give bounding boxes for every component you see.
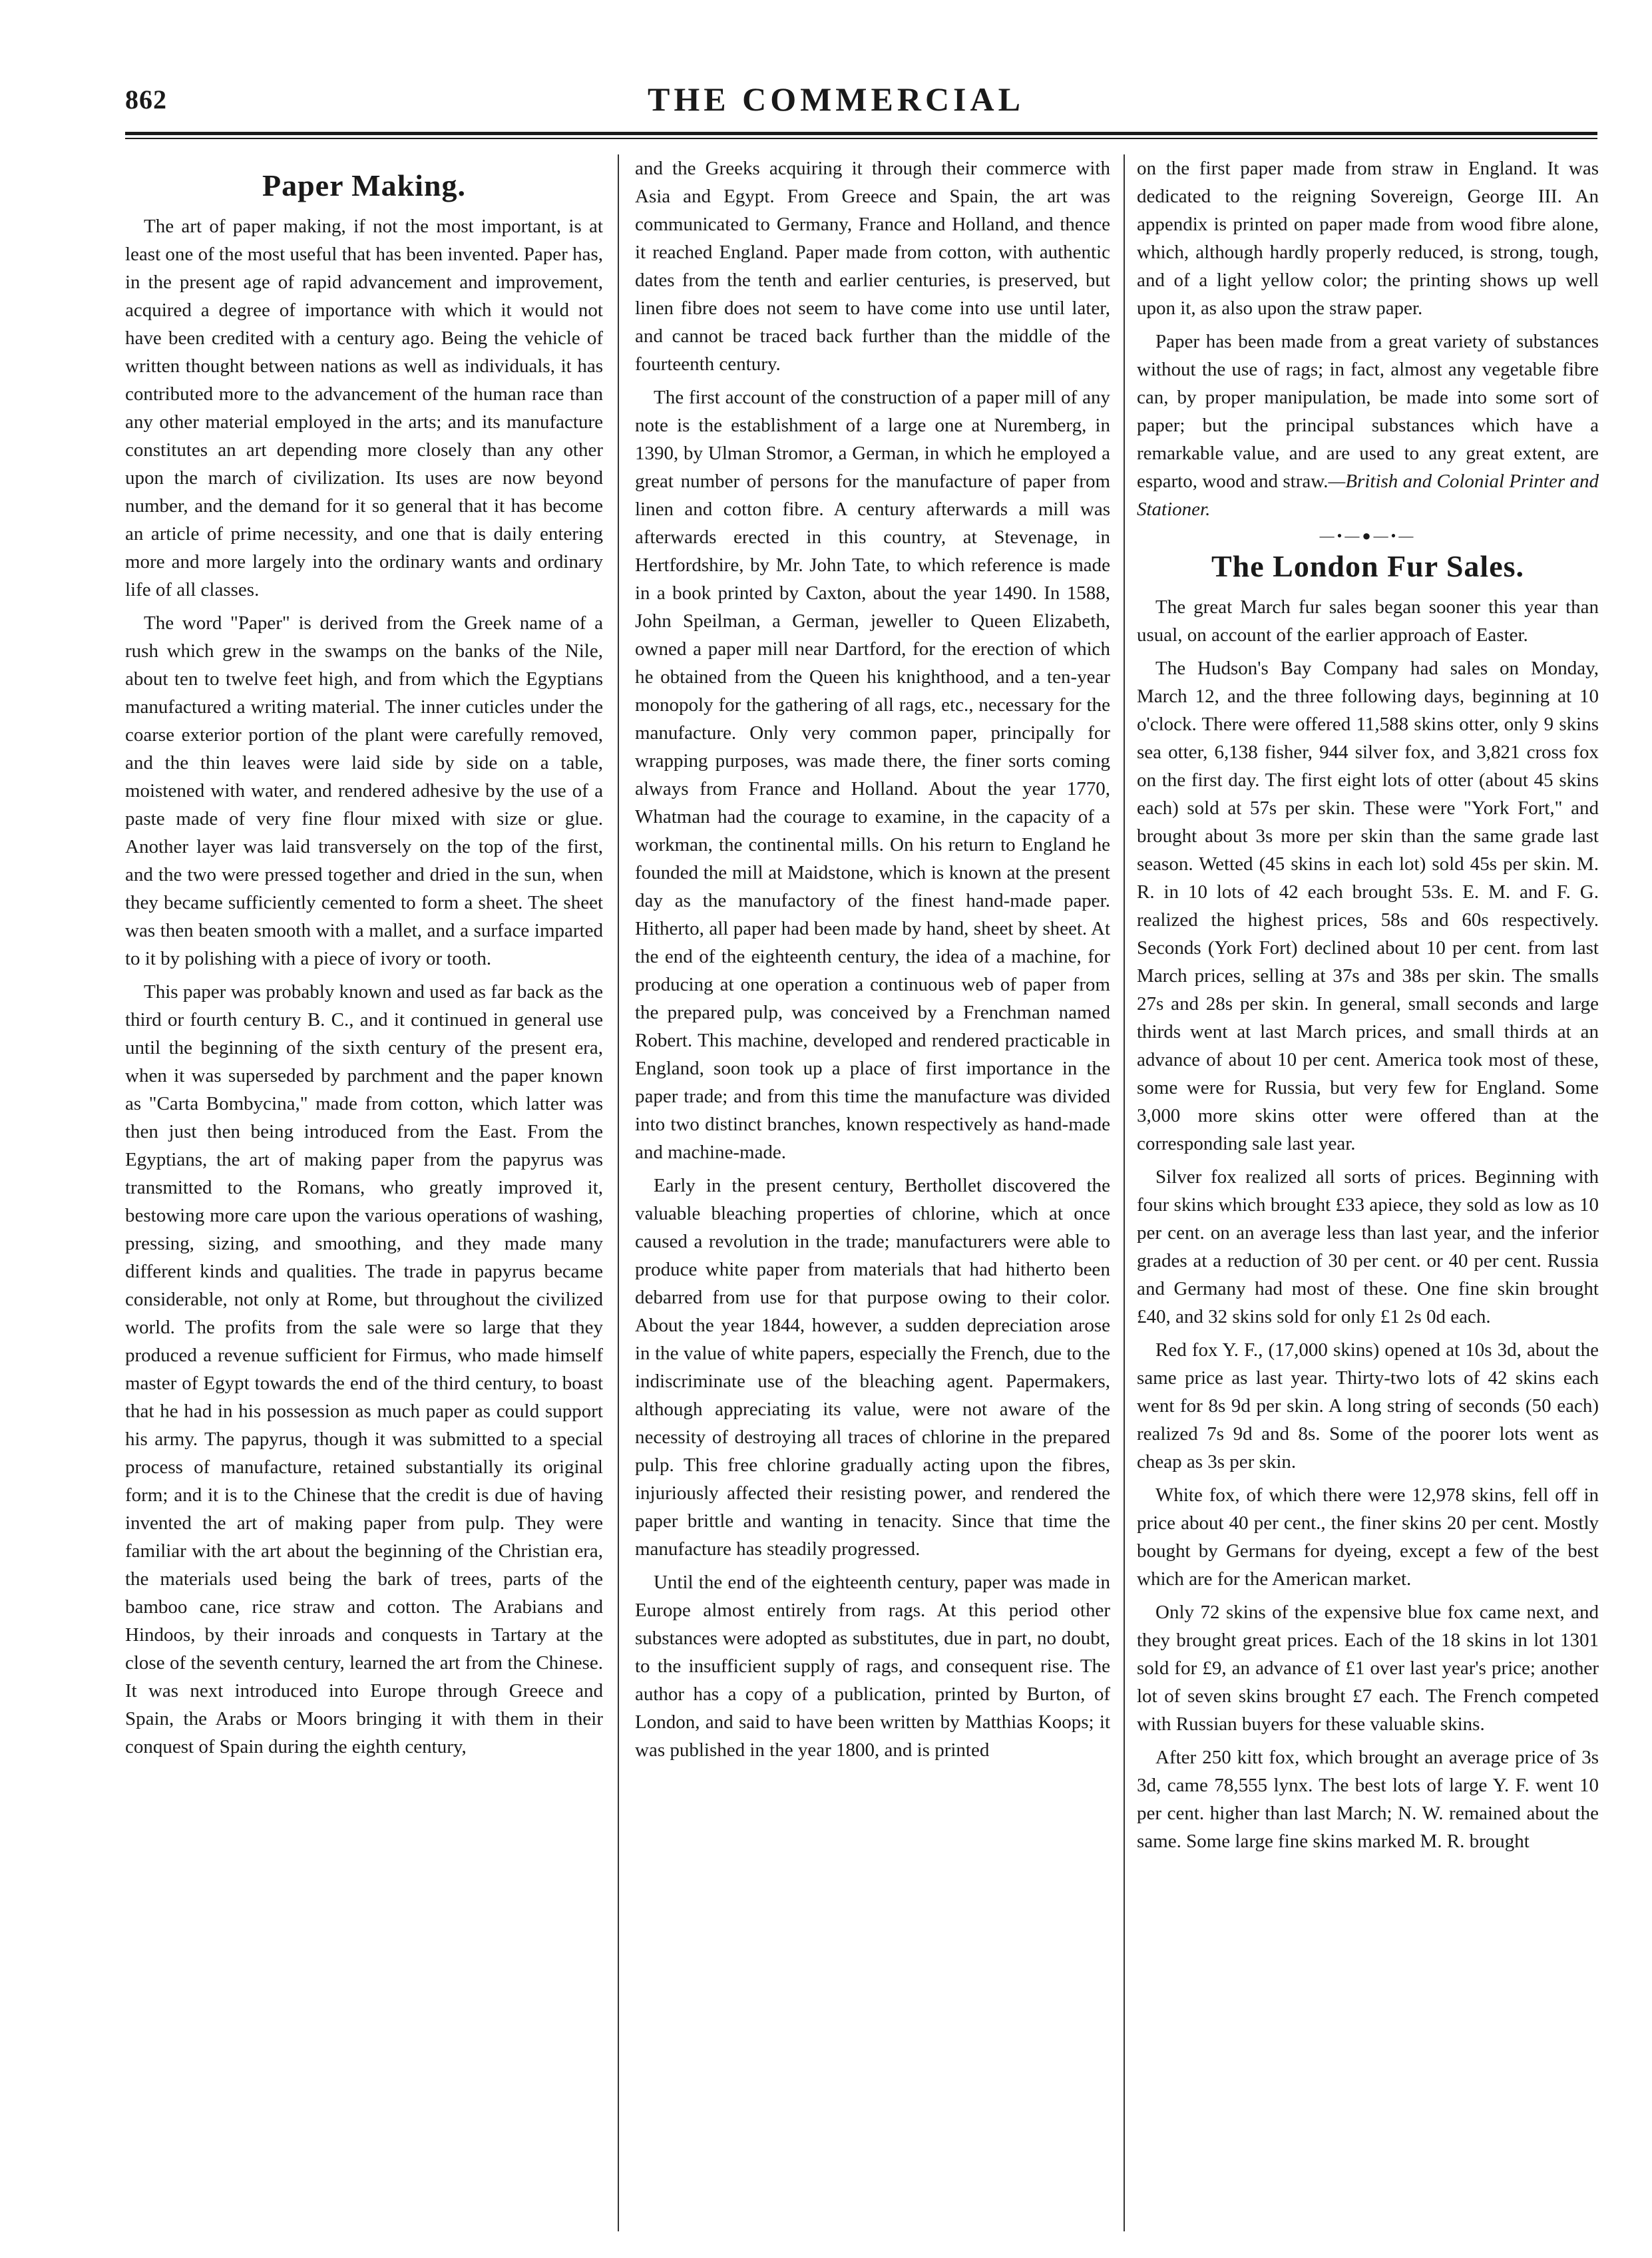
- page-header: [73, 81, 1599, 124]
- page-number: 862: [125, 85, 167, 114]
- header-rule-thin: [125, 138, 1597, 139]
- article-paragraph: on the first paper made from straw in England. It was dedicated to the reigning Sovereign, George III. An appendix is printed on paper made from wood fibre alone, which, although hardly properly reduced, is strong, tough, and of a light yellow color; the printing shows up well upon it, as also upon the straw paper.: [1137, 158, 1599, 319]
- article-paragraph: The word "Paper" is derived from the Greek name of a rush which grew in the swamps on the banks of the Nile, about ten to twelve feet high, and from which the Egyptians manufactured a writing material. The inner cuticles under the coarse exterior portion of the plant were carefully removed, and the thin leaves were laid side by side on a table, moistened with water, and rendered adhesive by the use of a paste made of very fine flour mixed with size or glue. Another layer was laid transversely on the top of the first, and the two were pressed together and dried in the sun, when they became sufficiently cemented to form a sheet. The sheet was then beaten smooth with a mallet, and a surface imparted to it by polishing with a piece of ivory or tooth.: [125, 612, 603, 969]
- article-paragraph-text: Paper has been made from a great variety of substances without the use of rags; in fact, almost any vegetable fibre can, by proper manipulation, be made into some sort of paper; but the principal substances which have a remarkable value, and are used to any great extent, are esparto, wood and straw.: [1137, 331, 1599, 492]
- column-divider: [1124, 154, 1125, 2231]
- article-paragraph: Red fox Y. F., (17,000 skins) opened at 10s 3d, about the same price as last year. Thirty-two lots of 42 skins each went for 8s 9d per skin. A long string of seconds (50 each) realized 7s 9d and 8s. Some of the poorer lots went as cheap as 3s per skin.: [1137, 1339, 1599, 1472]
- masthead: THE COMMERCIAL: [648, 81, 1024, 118]
- header-rule-thick: [125, 132, 1597, 135]
- article-paragraph: and the Greeks acquiring it through their commerce with Asia and Egypt. From Greece and Spain, the art was communicated to Germany, France and Holland, and thence it reached England. Paper made from cotton, with authentic dates from the tenth and earlier centuries, is preserved, but linen fibre does not seem to have come into use until later, and cannot be traced back further than the middle of the fourteenth century.: [635, 158, 1110, 375]
- article-paragraph: The great March fur sales began sooner this year than usual, on account of the earlier approach of Easter.: [1137, 596, 1599, 646]
- article-paragraph: Silver fox realized all sorts of prices. Beginning with four skins which brought £33 apiece, they sold as low as 10 per cent. on an average less than last year, and the inferior grades at a reduction of 30 per cent. or 40 per cent. Russia and Germany had most of these. One fine skin brought £40, and 32 skins sold for only £1 2s 0d each.: [1137, 1166, 1599, 1327]
- article-paragraph: Until the end of the eighteenth century, paper was made in Europe almost entirely from rags. At this period other substances were adopted as substitutes, due in part, no doubt, to the insufficient supply of rags, and consequent rise. The author has a copy of a publication, printed by Burton, of London, and said to have been written by Matthias Koops; it was published in the year 1800, and is printed: [635, 1572, 1110, 1761]
- article-paragraph: The art of paper making, if not the most important, is at least one of the most useful that has been invented. Paper has, in the present age of rapid advancement and improvement, acquired a degree of importance with which it would not have been credited with a century ago. Being the vehicle of written thought between nations as well as individuals, it has contributed more to the advancement of the human race than any other material employed in the arts; and its manufacture constitutes an art depending more closely than any other upon the march of civilization. Its uses are now beyond number, and the demand for it so general that it has become an article of prime necessity, and one that is daily entering more and more largely into the ordinary wants and ordinary life of all classes.: [125, 216, 603, 600]
- article-attribution: —British and Colonial Printer and Stationer.: [1137, 471, 1599, 520]
- column-1: [125, 154, 603, 2231]
- column-2: [635, 154, 1110, 2231]
- article-title-paper-making: Paper Making.: [262, 168, 467, 202]
- article-paragraph: After 250 kitt fox, which brought an average price of 3s 3d, came 78,555 lynx. The best lots of large Y. F. went 10 per cent. higher than last March; N. W. remained about the same. Some large fine skins marked M. R. brought: [1137, 1747, 1599, 1852]
- article-paragraph: The Hudson's Bay Company had sales on Monday, March 12, and the three following days, beginning at 10 o'clock. There were offered 11,588 skins otter, only 9 skins sea otter, 6,138 fisher, 944 silver fox, and 3,821 cross fox on the first day. The first eight lots of otter (about 45 skins each) sold at 57s per skin. These were "York Fort," and brought about 3s more per skin than the same grade last season. Wetted (45 skins in each lot) sold 45s per skin. M. R. in 10 lots of 42 each brought 53s. E. M. and F. G. realized the highest prices, 58s and 60s respectively. Seconds (York Fort) declined about 10 per cent. from last March prices, selling at 37s and 38s per skin. The smalls 27s and 28s per skin. In general, small seconds and large thirds went at last March prices, and small thirds at an advance of about 10 per cent. America took most of these, some were for Russia, but very few for England. Some 3,000 more skins otter were offered than at the corresponding sale last year.: [1137, 658, 1599, 1154]
- article-paragraph: The first account of the construction of a paper mill of any note is the establishment of a large one at Nuremberg, in 1390, by Ulman Stromor, a German, in which he employed a great number of persons for the manufacture of paper from linen and cotton fibre. A century afterwards a mill was afterwards erected in this country, at Stevenage, in Hertfordshire, by Mr. John Tate, to which reference is made in a book printed by Caxton, about the year 1490. In 1588, John Speilman, a German, jeweller to Queen Elizabeth, owned a paper mill near Dartford, for the erection of which he obtained from the Queen his knighthood, and a ten-year monopoly for the gathering of all rags, etc., necessary for the manufacture. Only very common paper, principally for wrapping purposes, was made there, the finer sorts coming always from France and Holland. About the year 1770, Whatman had the courage to examine, in the capacity of a workman, the continental mills. On his return to England he founded the mill at Maidstone, which is known at the present day as the manufactory of the finest hand-made paper. Hitherto, all paper had been made by hand, sheet by sheet. At the end of the eighteenth century, the idea of a machine, for producing at one operation a continuous web of paper from the prepared pulp, was conceived by a Frenchman named Robert. This machine, developed and rendered practicable in England, soon took up a place of first importance in the paper trade; and from this time the manufacture was divided into two distinct branches, known respectively as hand-made and machine-made.: [635, 387, 1110, 1163]
- article-paragraph: This paper was probably known and used as far back as the third or fourth century B. C., and it continued in general use until the beginning of the sixth century of the present era, when it was superseded by parchment and the paper known as "Carta Bombycina," made from cotton, which latter was then just then being introduced from the East. From the Egyptians, the art of making paper from the papyrus was transmitted to the Romans, who greatly improved it, bestowing more care upon the various operations of washing, pressing, sizing, and smoothing, and they made many different kinds and qualities. The trade in papyrus became considerable, not only at Rome, but throughout the civilized world. The profits from the sale were so large that they produced a revenue sufficient for Firmus, who made himself master of Egypt towards the end of the third century, to boast that he had in his possession as much paper as could support his army. The papyrus, though it was submitted to a special process of manufacture, retained substantially its original form; and it is to the Chinese that the credit is due of having invented the art of making paper from pulp. They were familiar with the art about the beginning of the Christian era, the materials used being the bark of trees, parts of the bamboo cane, rice straw and cotton. The Arabians and Hindoos, by their inroads and conquests in Tartary at the close of the seventh century, learned the art from the Chinese. It was next introduced into Europe through Greece and Spain, the Arabs or Moors bringing it with them in their conquest of Spain during the eighth century,: [125, 981, 603, 1757]
- article-paragraph: White fox, of which there were 12,978 skins, fell off in price about 40 per cent., the finer skins 20 per cent. Mostly bought by Germans for dyeing, except a few of the best which are for the American market.: [1137, 1484, 1599, 1590]
- column-3: [1137, 154, 1599, 2231]
- section-separator: —•—●—•—: [1319, 527, 1416, 544]
- column-divider: [618, 154, 619, 2231]
- article-paragraph: Early in the present century, Berthollet discovered the valuable bleaching properties of chlorine, which at once caused a revolution in the trade; manufacturers were able to produce white paper from materials that had hitherto been debarred from use for that purpose owing to their color. About the year 1844, however, a sudden depreciation arose in the value of white papers, especially the French, due to the indiscriminate use of the bleaching agent. Papermakers, although appreciating its value, were not aware of the necessity of destroying all traces of chlorine in the prepared pulp. This free chlorine gradually acting upon the fibres, injuriously affected their resisting power, and rendered the paper brittle and wanting in tenacity. Since that time the manufacture has steadily progressed.: [635, 1175, 1110, 1560]
- article-paragraph: [1137, 328, 1599, 523]
- article-paragraph: Only 72 skins of the expensive blue fox came next, and they brought great prices. Each of the 18 skins in lot 1301 sold for £9, an advance of £1 over last year's price; another lot of seven skins brought £7 each. The French competed with Russian buyers for these valuable skins.: [1137, 1602, 1599, 1735]
- article-title-london-fur-sales: The London Fur Sales.: [1211, 549, 1525, 583]
